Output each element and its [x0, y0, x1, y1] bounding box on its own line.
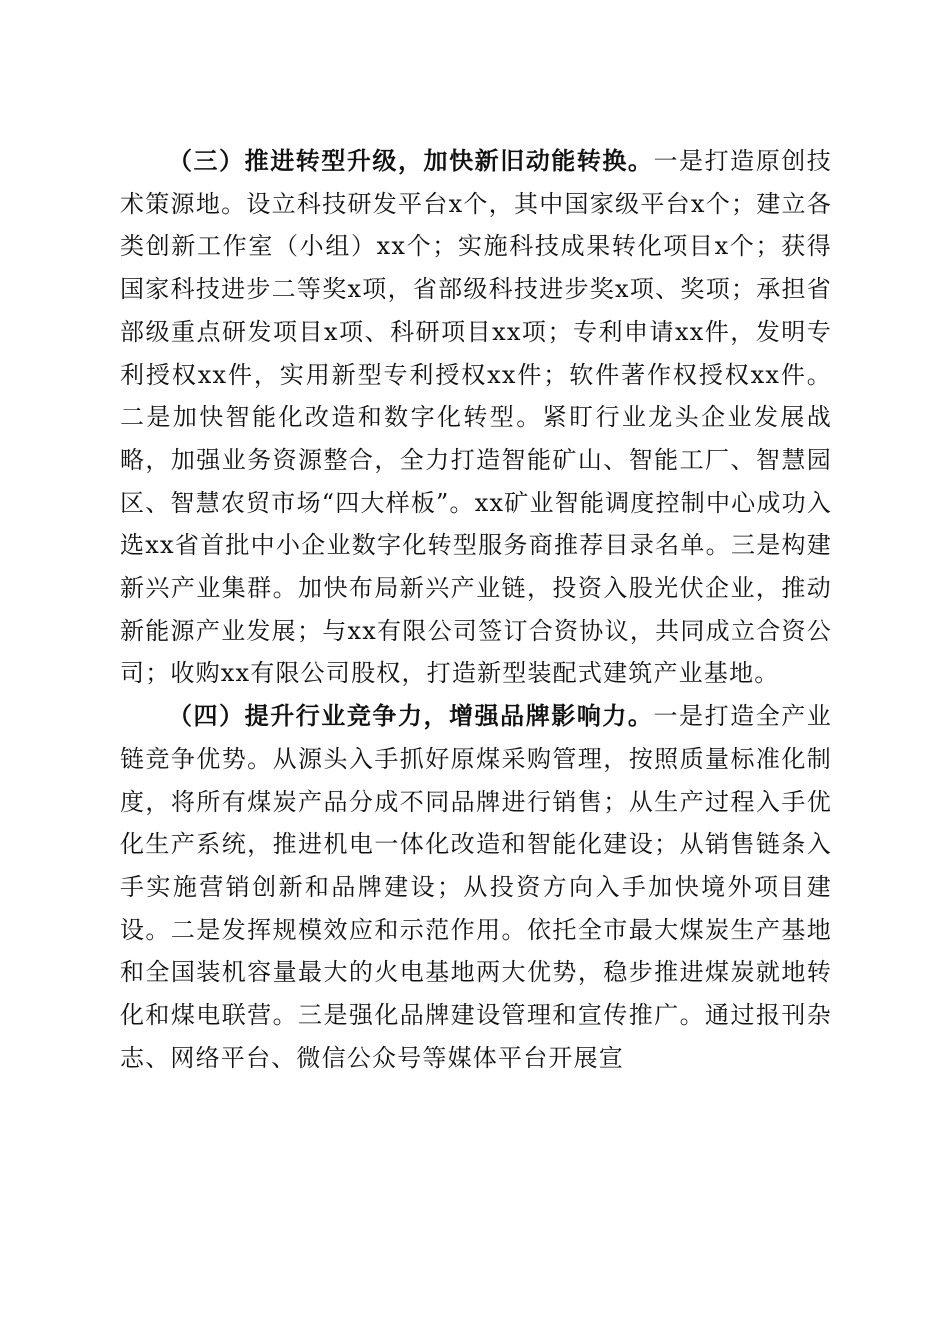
paragraph-section-3	[120, 140, 832, 695]
paragraph-section-4	[120, 695, 832, 1079]
section-3-heading: （三）推进转型升级，加快新旧动能转换。	[168, 146, 654, 175]
section-4-heading: （四）提升行业竞争力，增强品牌影响力。	[168, 701, 654, 731]
document-body	[120, 140, 832, 1079]
section-4-text: 一是打造全产业链竞争优势。从源头入手抓好原煤采购管理，按照质量标准化制度，将所有煤炭产品分成不同品牌进行销售；从生产过程入手优化生产系统，推进机电一体化改造和智能化建设；从销售链条入手实施营销创新和品牌建设；从投资方向入手加快境外项目建设。二是发挥规模效应和示范作用。依托全市最大煤炭生产基地和全国装机容量最大的火电基地两大优势，稳步推进煤炭就地转化和煤电联营。三是强化品牌建设管理和宣传推广。通过报刊杂志、网络平台、微信公众号等媒体平台开展宣	[120, 702, 832, 1072]
section-3-text: 一是打造原创技术策源地。设立科技研发平台x个，其中国家级平台x个；建立各类创新工作室（小组）xx个；实施科技成果转化项目x个；获得国家科技进步二等奖x项，省部级科技进步奖x项、奖项；承担省部级重点研发项目x项、科研项目xx项；专利申请xx件，发明专利授权xx件，实用新型专利授权xx件；软件著作权授权xx件。二是加快智能化改造和数字化转型。紧盯行业龙头企业发展战略，加强业务资源整合，全力打造智能矿山、智能工厂、智慧园区、智慧农贸市场“四大样板”。xx矿业智能调度控制中心成功入选xx省首批中小企业数字化转型服务商推荐目录名单。三是构建新兴产业集群。加快布局新兴产业链，投资入股光伏企业，推动新能源产业发展；与xx有限公司签订合资协议，共同成立合资公司；收购xx有限公司股权，打造新型装配式建筑产业基地。	[120, 147, 832, 688]
